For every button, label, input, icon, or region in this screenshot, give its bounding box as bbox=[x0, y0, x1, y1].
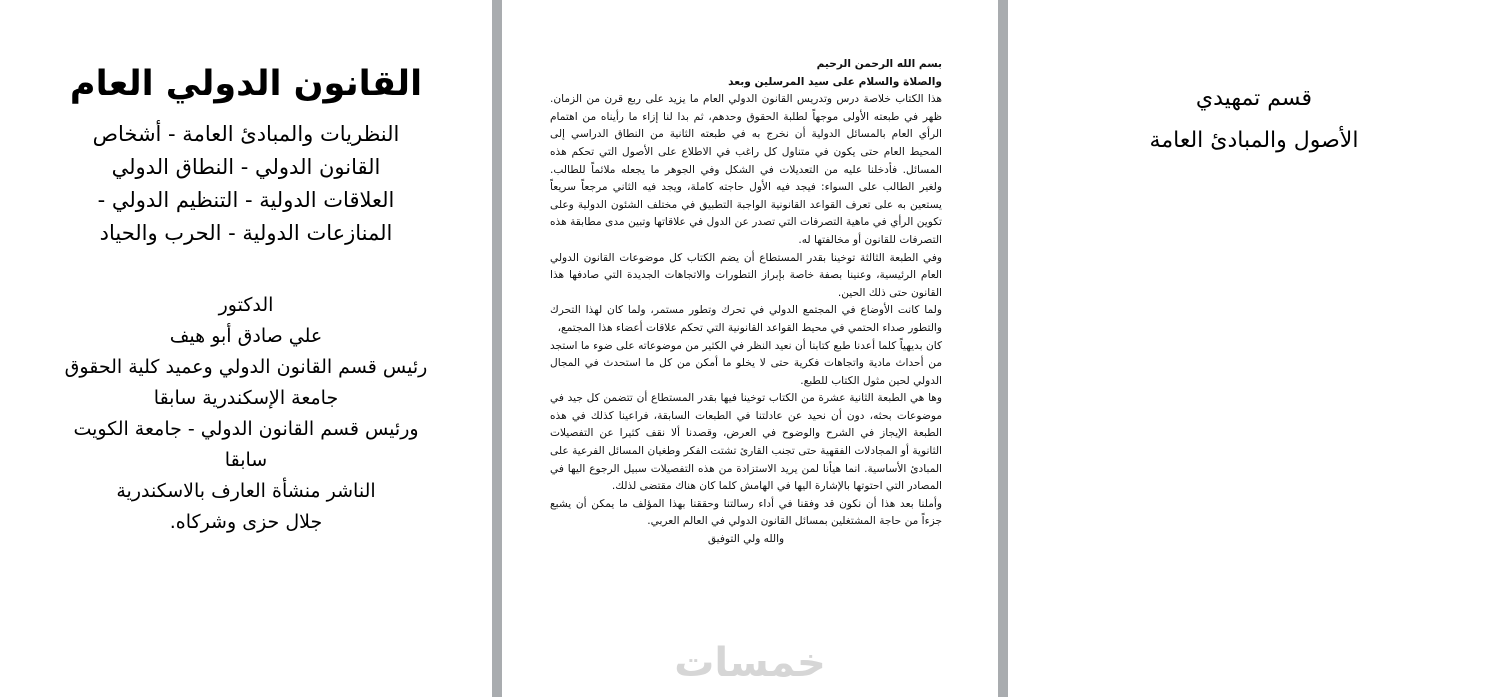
subject-line: العلاقات الدولية - التنظيم الدولي - bbox=[97, 188, 395, 212]
author-name: علي صادق أبو هيف bbox=[169, 325, 323, 347]
author-block bbox=[40, 290, 452, 538]
page-gutter bbox=[492, 0, 502, 697]
subject-line: المنازعات الدولية - الحرب والحياد bbox=[99, 221, 393, 245]
cover-page bbox=[0, 0, 492, 697]
page-gutter bbox=[998, 0, 1008, 697]
author-title: الدكتور bbox=[218, 294, 274, 316]
author-role: رئيس قسم القانون الدولي وعميد كلية الحقوق bbox=[64, 356, 428, 378]
watermark-logo: خمسات bbox=[674, 640, 826, 686]
preface-paragraph: كان بديهياً كلما أعدنا طبع كتابنا أن نعيد النظر في الكثير من موضوعاته على ضوء ما استجد من أحداث مادية واتجاهات فكرية حتى لا يخلو ما أمكن من كل ما استحدث في المجال الدولي لحين مثول الكتاب للطبع. bbox=[550, 339, 942, 387]
subject-line: القانون الدولي - النطاق الدولي bbox=[111, 155, 381, 179]
basmala: بسم الله الرحمن الرحيم bbox=[816, 58, 942, 70]
section-subheading: الأصول والمبادئ العامة bbox=[1149, 128, 1359, 153]
preface-text bbox=[550, 56, 942, 549]
preface-paragraph: وفي الطبعة الثالثة توخينا بقدر المستطاع أن يضم الكتاب كل موضوعات القانون الدولي العام الرئيسية، وعنينا بصفة خاصة بإبراز التطورات والاتجاهات الجديدة التي صادفها هذا القانون حتى ذلك الحين. bbox=[550, 251, 942, 299]
publisher: الناشر منشأة العارف بالاسكندرية bbox=[116, 480, 376, 502]
publisher: جلال حزى وشركاه. bbox=[169, 511, 323, 533]
book-subjects bbox=[40, 118, 452, 250]
author-role: جامعة الإسكندرية سابقا bbox=[153, 387, 339, 409]
preface-paragraph: هذا الكتاب خلاصة درس وتدريس القانون الدولي العام ما يزيد على ربع قرن من الزمان. ظهر في طبعته الأولى موجهاً لطلبة الحقوق وحدهم، ثم بدا لنا إزاء ما رأيناه من اهتمام الرأي العام بالمسائل الدولية أن نخرج به في طبعته الثانية من النطاق الدراسي إلى المحيط العام حتى يكون في متناول كل راغب في الاطلاع على الأصول التي تحكم هذه المسائل. فأدخلنا عليه من التعديلات في الشكل وفي الجوهر ما يجعله ملائماً للطالب. ولغير الطالب على السواء: فيجد فيه الأول حاجته كاملة، ويجد فيه الثاني مرجعاً سريعاً يستعين به على تعرف القواعد القانونية الواجبة التطبيق في مختلف الشئون الدولية وعلى تكوين الرأي في ماهية التصرفات التي تصدر عن الدول في علاقاتها وتبين مدى مطابقة هذه التصرفات للقانون أو مخالفتها له. bbox=[550, 93, 942, 246]
salutation: والصلاة والسلام على سيد المرسلين وبعد bbox=[728, 75, 942, 88]
preface-paragraph: وها هي الطبعة الثانية عشرة من الكتاب توخينا فيها بقدر المستطاع أن تتضمن كل جيد في موضوعات بحثه، دون أن نحيد عن عادلتنا في الطبعات السابقة، فراعينا كذلك في هذه الطبعة الإيجاز في الشرح والوضوح في العرض، وقصدنا ألا نقف كثيرا عن التفصيلات الثانوية أو المجادلات الفقهية حتى تجنب القارئ تشتت الفكر وطغيان المسائل الفرعية على المبادئ الأساسية. انما هيأنا لمن يريد الاستزادة من هذه التفصيلات سبيل الرجوع اليها في المصادر التي احتوتها بالإشارة اليها في الهامش كلما كان هناك مقتضى لذلك. bbox=[550, 392, 942, 493]
section-heading: قسم تمهيدي bbox=[1195, 86, 1313, 111]
subject-line: النظريات والمبادئ العامة - أشخاص bbox=[92, 122, 400, 146]
author-role: سابقا bbox=[224, 449, 268, 471]
preface-paragraph: ولما كانت الأوضاع في المجتمع الدولي في تحرك وتطور مستمر، ولما كان لهذا التحرك والتطور صداء الحتمي في محيط القواعد القانونية التي تحكم علاقات أعضاء هذا المجتمع، bbox=[550, 304, 942, 334]
preface-page bbox=[502, 0, 998, 697]
book-title: القانون الدولي العام bbox=[69, 64, 423, 104]
preface-paragraph: وأملنا بعد هذا أن نكون قد وفقنا في أداء رسالتنا وحققنا بهذا المؤلف ما يمكن أن يشبع جزءاً من حاجة المشتغلين بمسائل القانون الدولي في العالم العربي. bbox=[550, 497, 942, 528]
closing-line: والله ولي التوفيق bbox=[707, 533, 785, 546]
author-role: ورئيس قسم القانون الدولي - جامعة الكويت bbox=[73, 418, 419, 440]
